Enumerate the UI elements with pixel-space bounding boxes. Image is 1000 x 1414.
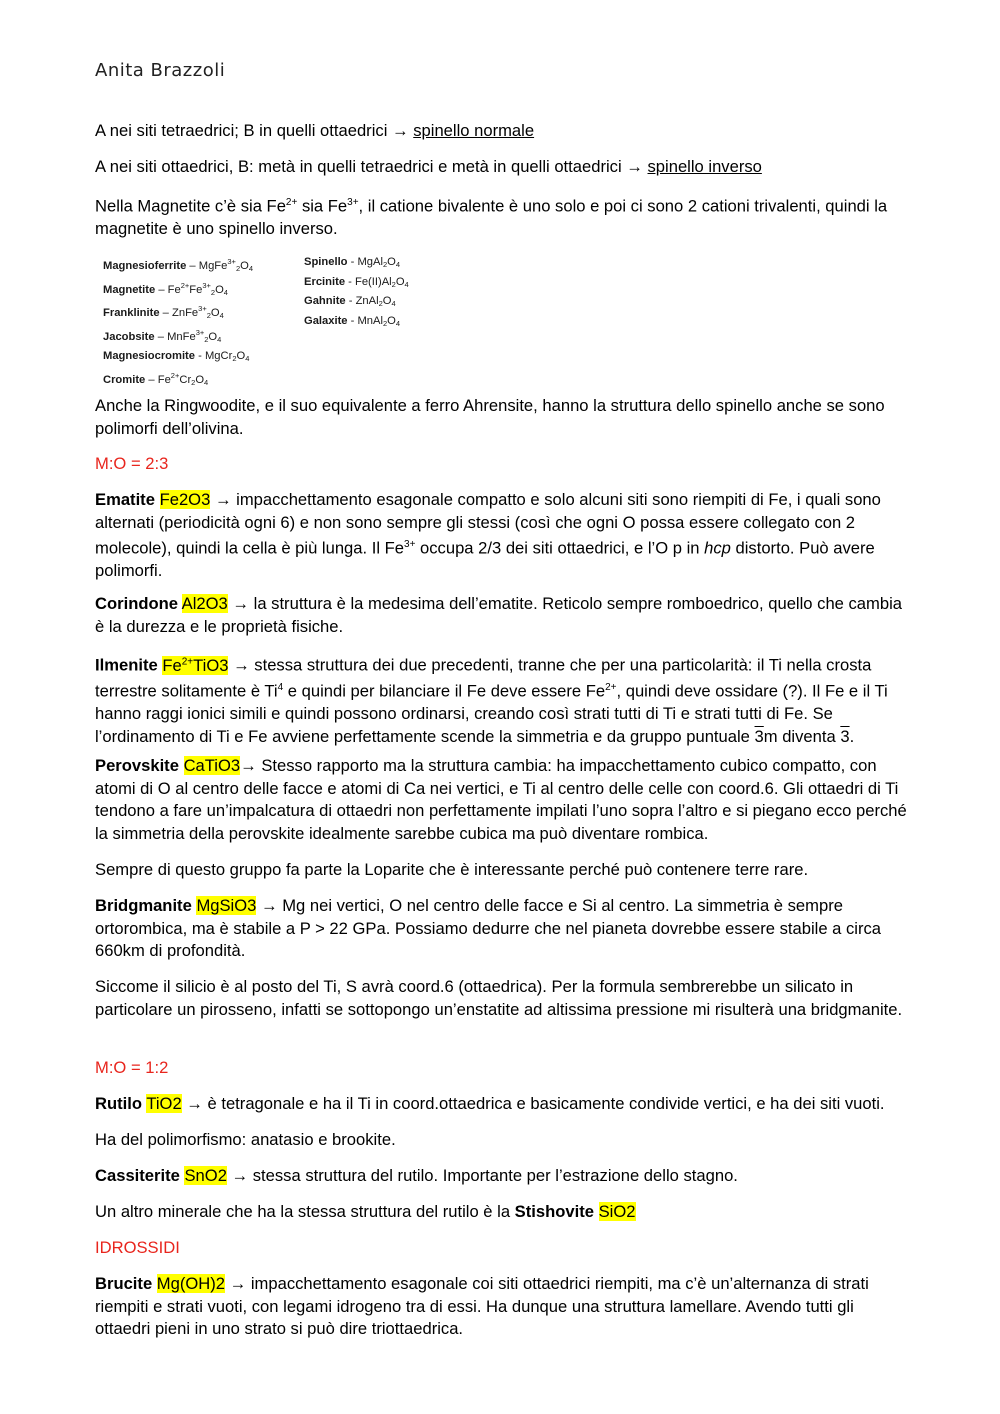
paragraph-perovskite: Perovskite CaTiO3→ Stesso rapporto ma la struttura cambia: ha impacchettamento cubico compatto, con atomi di O al centro delle facce e atomi di Ca nei vertici, e Ti al centro delle celle con coord.6. Gli ottaedri di Ti tendono a fare un’impalcatura di ottaedri non perfettamente impilati l’uno sopra l’altro e si piegano ecco perché la simmetria della perovskite idealmente sarebbe cubica ma può diventare rombica. [95,756,907,843]
mineral-row: Jacobsite – $MnFe^{3+}_2O_4$ [103,327,222,344]
mineral-row: Spinello - $MgAl_2O_4$ [304,256,400,269]
paragraph-ilmenite: Ilmenite $Fe^{2+}TiO3$ → stessa struttura dei due precedenti, tranne che per una particolarità: il Ti nella crosta terrestre solitamente è Ti$^4$ e quindi per bilanciare il Fe deve essere $Fe^{2+}$, quindi deve ossidare (?). Il Fe e il Ti hanno raggi ionici simili e quindi possono ordinarsi, creando così strati tutti di Ti e strati tutti di Fe. Se l’ordinamento di Ti e Fe avviene perfettamente scende la simmetria e da gruppo puntuale 3m diventa 3. [95,655,888,746]
term-spinello-normale: spinello normale [413,121,535,140]
spinel-left-column [103,254,253,391]
arrow-icon: → [186,1094,203,1113]
mineral-row: Franklinite – $ZnFe^{3+}_2O_4$ [103,304,224,320]
mineral-row: Magnetite – $Fe^{2+}Fe^{3+}_2O_4$ [103,280,228,297]
formula-highlight: SnO2 [184,1166,227,1185]
paragraph-brucite: Brucite Mg(OH)2 → impacchettamento esagonale coi siti ottaedrici riempiti, ma c’è un’alternanza di strati riempiti e strati vuoti, con legami idrogeno tra di essi. Ha dunque una struttura lamellare. Avendo tutti gli ottaedri pieni in uno strato si può dire triottaedrica. [95,1274,869,1339]
formula-highlight: SiO2 [598,1202,636,1221]
paragraph-spinello-inverso: A nei siti ottaedrici, B: metà in quelli tetraedrici e metà in quelli ottaedrici → spinello inverso [95,157,762,176]
mineral-row: Cromite – $Fe^{2+}Cr_2O_4$ [103,370,209,387]
mineral-row: Ercinite - $Fe(II)Al_2O_4$ [304,275,409,289]
formula-highlight: TiO2 [146,1094,182,1113]
arrow-icon: → [214,490,232,509]
formula-highlight: Fe2O3 [159,490,211,509]
paragraph-rutilo: Rutilo TiO2 → è tetragonale e ha il Ti in coord.ottaedrica e basicamente condivide vertici, e ha dei siti vuoti. [95,1094,885,1113]
formula-highlight: CaTiO3 [183,756,241,775]
spinel-right-column [304,254,409,332]
paragraph-loparite: Sempre di questo gruppo fa parte la Loparite che è interessante perché può contenere terre rare. [95,860,809,879]
arrow-icon: → [240,756,257,775]
paragraph-cassiterite: Cassiterite SnO2 → stessa struttura del rutilo. Importante per l’estrazione dello stagno. [95,1166,738,1185]
author-header: Anita Brazzoli [95,60,226,81]
formula-highlight: Al2O3 [181,594,228,613]
paragraph-magnetite: Nella Magnetite c’è sia $Fe^{2+}$ sia $Fe^{3+}$, il catione bivalente è uno solo e poi ci sono 2 cationi trivalenti, quindi la magnetite è uno spinello inverso. [95,196,888,239]
arrow-icon: → [232,594,250,613]
paragraph-ringwoodite: Anche la Ringwoodite, e il suo equivalente a ferro Ahrensite, hanno la struttura dello spinello anche se sono polimorfi dell’olivina. [95,396,885,438]
term-spinello-inverso: spinello inverso [647,157,762,176]
section-heading-mo-2-3: M:O = 2:3 [95,454,169,473]
formula-highlight: $Fe^{2+}TiO3$ [162,655,229,675]
paragraph-corindone: Corindone Al2O3 → la struttura è la medesima dell’ematite. Reticolo sempre romboedrico, quello che cambia è la durezza e le proprietà fisiche. [95,594,903,636]
mineral-row: Magnesioferrite – $MgFe^{3+}_2O_4$ [103,257,253,273]
formula-highlight: Mg(OH)2 [156,1274,226,1293]
mineral-row: Gahnite - $ZnAl_2O_4$ [304,295,396,308]
arrow-icon: → [231,1166,249,1185]
paragraph-ematite: Ematite Fe2O3 → impacchettamento esagonale compatto e solo alcuni siti sono riempiti di Fe, i quali sono alternati (periodicità ogni 6) e non sono sempre gli stessi (così che ogni O possa essere collegato con 2 molecole), quindi la cella è più lunga. Il $Fe^{3+}$ occupa 2/3 dei siti ottaedrici, e l’O p in hcp distorto. Può avere polimorfi. [95,490,881,581]
arrow-icon: → [229,1274,247,1293]
mineral-row: Magnesiocromite - $MgCr_2O_4$ [103,350,250,363]
mineral-row: Galaxite - $MnAl_2O_4$ [304,314,401,328]
arrow-icon: → [626,157,643,176]
formula-highlight: MgSiO3 [196,896,257,915]
arrow-icon: → [261,896,278,915]
paragraph-silicio: Siccome il silicio è al posto del Ti, S avrà coord.6 (ottaedrica). Per la formula sembrerebbe un silicato in particolare un pirosseno, infatti se sottopongo un’enstatite ad altissima pressione mi risulterà una bridgmanite. [95,977,903,1019]
arrow-icon: → [392,121,409,140]
paragraph-stishovite: Un altro minerale che ha la stessa struttura del rutilo è la Stishovite SiO2 [95,1202,636,1221]
arrow-icon: → [233,655,250,675]
paragraph-polimorfismo: Ha del polimorfismo: anatasio e brookite. [95,1130,396,1149]
paragraph-spinello-normale: A nei siti tetraedrici; B in quelli ottaedrici → spinello normale [95,121,535,140]
section-heading-mo-1-2: M:O = 1:2 [95,1058,169,1077]
section-heading-idrossidi: IDROSSIDI [95,1238,180,1257]
paragraph-bridgmanite: Bridgmanite MgSiO3 → Mg nei vertici, O nel centro delle facce e Si al centro. La simmetria è sempre ortorombica, ma è stabile a P > 22 GPa. Possiamo dedurre che nel pianeta dovrebbe essere stabile a circa 660km di profondità. [95,896,882,961]
